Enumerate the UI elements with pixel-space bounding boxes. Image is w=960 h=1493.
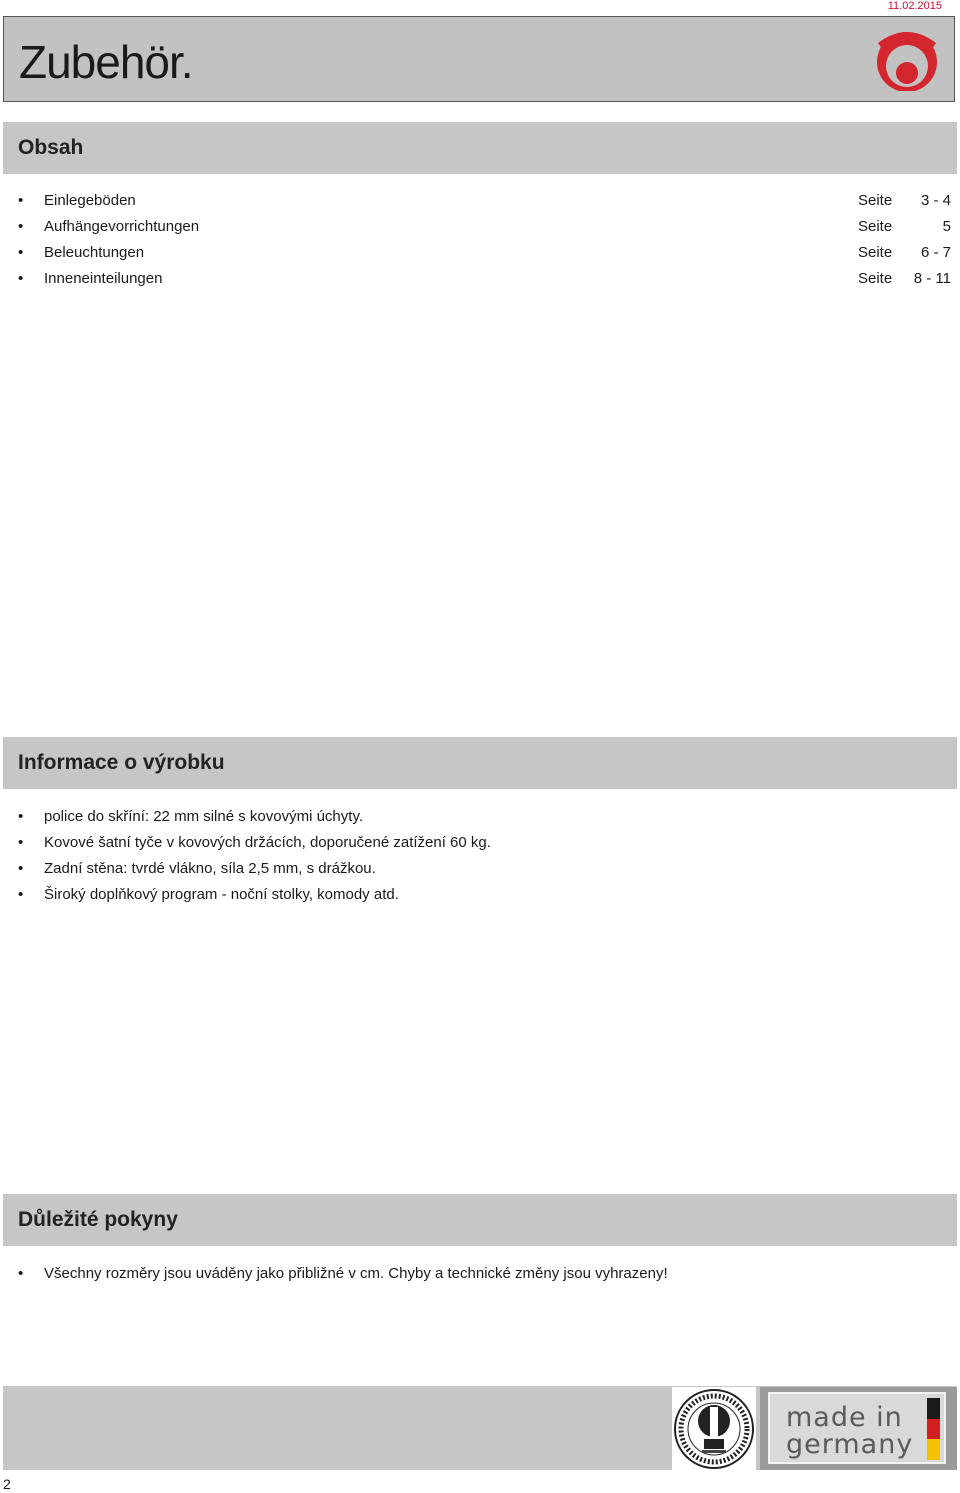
made-in-germany-panel <box>768 1392 946 1464</box>
product-info-title: Informace o výrobku <box>18 751 225 774</box>
notes-title: Důležité pokyny <box>18 1208 178 1231</box>
germany-line: germany <box>786 1429 914 1460</box>
page-title: Zubehör. <box>19 36 193 88</box>
contents-item-label: Beleuchtungen <box>44 244 145 261</box>
bullet: • <box>18 192 24 209</box>
contents-item-label: Aufhängevorrichtungen <box>44 218 200 235</box>
notes-list <box>0 1261 960 1287</box>
flag-stripe-gold <box>927 1439 940 1460</box>
seite-label: Seite <box>858 244 893 261</box>
list-item <box>0 856 960 882</box>
page-header <box>3 16 955 102</box>
product-info-list <box>0 804 960 908</box>
product-info-item: Široký doplňkový program - noční stolky, komody atd. <box>44 886 399 903</box>
bullet: • <box>18 860 24 877</box>
contents-title: Obsah <box>18 136 84 159</box>
seite-label: Seite <box>858 270 893 287</box>
made-in-germany-text <box>786 1404 913 1458</box>
flag-stripe-black <box>927 1398 940 1419</box>
quality-seal-icon <box>672 1387 756 1471</box>
page-range: 6 - 7 <box>920 244 951 261</box>
contents-section-header <box>3 122 957 174</box>
bullet: • <box>18 218 24 235</box>
list-item <box>0 1261 960 1287</box>
brand-logo-icon <box>872 25 942 95</box>
page-number: 2 <box>3 1476 11 1492</box>
bullet: • <box>18 1265 24 1282</box>
notes-item: Všechny rozměry jsou uváděny jako přibližné v cm. Chyby a technické změny jsou vyhrazeny! <box>44 1265 668 1282</box>
page-range: 5 <box>942 218 951 235</box>
made-in-line: made in <box>786 1402 903 1433</box>
notes-section-header <box>3 1194 957 1246</box>
list-item <box>0 830 960 856</box>
list-item <box>0 882 960 908</box>
page-range: 8 - 11 <box>913 270 951 287</box>
page-range: 3 - 4 <box>920 192 951 209</box>
product-info-item: Zadní stěna: tvrdé vlákno, síla 2,5 mm, s drážkou. <box>44 860 376 877</box>
contents-item-label: Einlegeböden <box>44 192 136 209</box>
seite-label: Seite <box>858 218 893 235</box>
flag-stripe-red <box>927 1419 940 1440</box>
bullet: • <box>18 808 24 825</box>
german-flag-icon <box>927 1398 940 1460</box>
list-item <box>0 240 960 266</box>
list-item <box>0 188 960 214</box>
made-in-germany-badge <box>760 1387 957 1470</box>
list-item <box>0 214 960 240</box>
seite-label: Seite <box>858 192 893 209</box>
bullet: • <box>18 244 24 261</box>
contents-item-label: Inneneinteilungen <box>44 270 163 287</box>
product-info-section-header <box>3 737 957 789</box>
product-info-item: Kovové šatní tyče v kovových držácích, doporučené zatížení 60 kg. <box>44 834 491 851</box>
bullet: • <box>18 886 24 903</box>
contents-list <box>0 188 960 292</box>
list-item <box>0 266 960 292</box>
bullet: • <box>18 270 24 287</box>
document-date: 11.02.2015 <box>887 0 942 12</box>
list-item <box>0 804 960 830</box>
bullet: • <box>18 834 24 851</box>
product-info-item: police do skříní: 22 mm silné s kovovými úchyty. <box>44 808 363 825</box>
